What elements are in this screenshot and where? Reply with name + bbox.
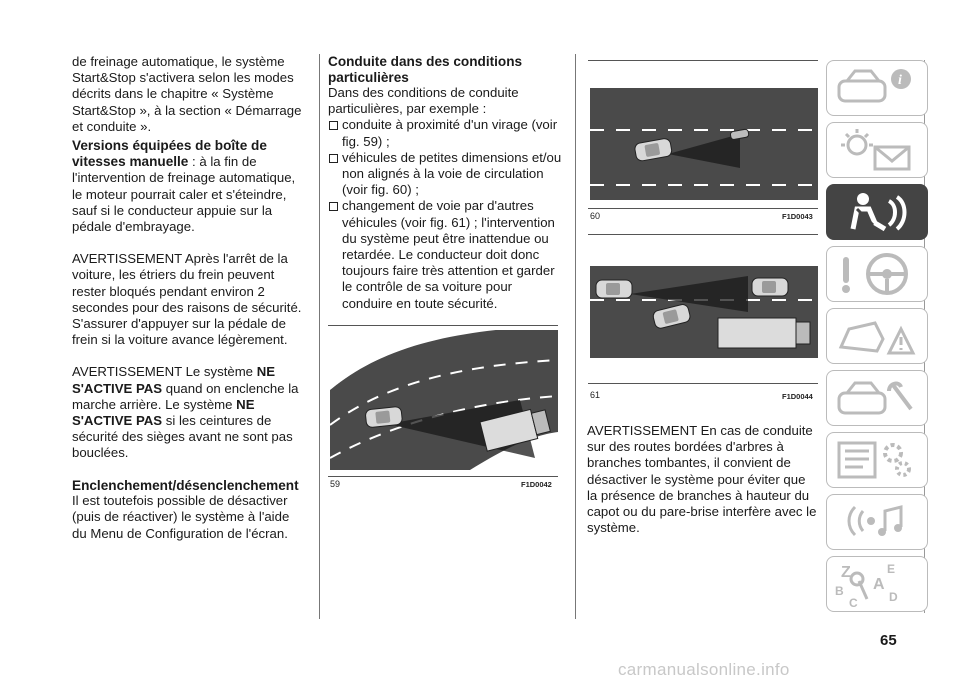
figure-61-code: F1D0044	[782, 392, 813, 401]
figure-59-curve-illustration	[330, 330, 558, 470]
figure-60-small-vehicle-illustration	[590, 88, 818, 200]
bullet-box-icon	[329, 121, 338, 130]
paragraph-conditions-intro: Dans des conditions de conduite particulières, par exemple :	[328, 85, 519, 117]
bullet-box-icon	[329, 202, 338, 211]
heading-enable-disable: Enclenchement/désenclenchement	[72, 477, 299, 493]
watermark: carmanualsonline.info	[618, 660, 790, 679]
text-column-2	[328, 54, 564, 312]
tab-warning-lights[interactable]	[826, 122, 928, 178]
figure-59-top-rule	[328, 325, 558, 326]
figure-61-lane-change-illustration	[590, 266, 818, 358]
tab-starting-driving[interactable]	[826, 246, 928, 302]
truck-icon	[718, 318, 810, 348]
paragraph-config-menu: Il est toutefois possible de désactiver (puis de réactiver) le système à l'aide du Menu de Configuration de l'écran.	[72, 493, 290, 541]
bullet-lane-change-text: changement de voie par d'autres véhicules (voir fig. 61) ; l'intervention du système peut être inattendue ou retardée. Le conducteur doit donc toujours faire très attention et garder le contrôle de sa voiture pour conduire en toute sécurité.	[342, 198, 555, 311]
multimedia-icon	[827, 495, 927, 549]
car-info-icon	[827, 61, 927, 115]
index-letter: Z	[841, 564, 851, 581]
paragraph-manual-gearbox	[72, 138, 304, 235]
figure-60-bottom-rule	[588, 208, 818, 209]
car-icon-own	[596, 280, 632, 298]
figure-59-bottom-rule	[328, 476, 558, 477]
steering-wheel-icon	[827, 247, 927, 301]
bullet-curve	[328, 117, 564, 149]
tab-emergency[interactable]	[826, 308, 928, 364]
car-icon	[365, 406, 403, 428]
bullet-curve-text: conduite à proximité d'un virage (voir fig. 59) ;	[342, 117, 558, 149]
index-letter: C	[849, 596, 858, 610]
warning-text-a: AVERTISSEMENT Le système	[72, 364, 257, 380]
heading-special-conditions: Conduite dans des conditions particulières	[328, 54, 523, 85]
index-letter: A	[873, 576, 885, 593]
warning-text-e: si les ceintures de sécurité des sièges avant ne sont pas bouclées.	[72, 413, 293, 461]
column-divider-1	[319, 54, 320, 619]
figure-61-number: 61	[590, 390, 601, 400]
warning-bold-b: NE S'ACTIVE PAS	[72, 364, 276, 396]
tab-index[interactable]	[826, 556, 928, 612]
tab-technical-data[interactable]	[826, 432, 928, 488]
manual-gearbox-text: : à la fin de l'intervention de freinage automatique, le moteur pourrait caler et s'éteindre, sauf si le conducteur appuie sur la pédale d'embrayage.	[72, 154, 296, 235]
figure-59-number: 59	[330, 479, 341, 489]
index-az-icon	[827, 557, 927, 611]
bullet-small-vehicles	[328, 150, 564, 199]
figure-61-bottom-rule	[588, 383, 818, 384]
bullet-small-vehicles-text: véhicules de petites dimensions et/ou non alignés à la voie de circulation (voir fig. 60) ;	[342, 149, 562, 198]
figure-59-code: F1D0042	[521, 480, 552, 489]
car-icon-ahead	[752, 278, 788, 296]
warning-bold-d: NE S'ACTIVE PAS	[72, 396, 255, 429]
figure-60-number: 60	[590, 211, 601, 221]
index-letter: B	[835, 584, 844, 598]
figure-60-code: F1D0043	[782, 212, 813, 221]
bullet-lane-change	[328, 198, 564, 311]
heading-manual-gearbox: Versions équipées de boîte de vitesses manuelle	[72, 138, 267, 170]
figure-60-top-rule	[588, 60, 818, 61]
settings-icon	[827, 433, 927, 487]
seatbelt-airbag-icon	[827, 185, 927, 239]
breakdown-icon	[827, 309, 927, 363]
tab-maintenance[interactable]	[826, 370, 928, 426]
column-divider-2	[575, 54, 576, 619]
warning-reverse-gear	[72, 364, 304, 461]
paragraph-start-stop: de freinage automatique, le système Start&Stop s'activera selon les modes décrits dans le chapitre « Système Start&Stop », à la section « Démarrage et conduite ».	[72, 54, 302, 134]
figure-61-top-rule	[588, 234, 818, 235]
warning-lights-icon	[827, 123, 927, 177]
car-service-icon	[827, 371, 927, 425]
warning-brake-calipers: AVERTISSEMENT Après l'arrêt de la voiture, les étriers du frein peuvent rester bloqués pendant environ 2 secondes pour des raisons de sécurité. S'assurer d'appuyer sur la pédale de frein si la voiture avance légèrement.	[72, 251, 302, 348]
index-letter: E	[887, 562, 896, 576]
bullet-box-icon	[329, 154, 338, 163]
index-letter: D	[889, 590, 898, 604]
text-column-1	[72, 54, 304, 542]
svg-text:i: i	[898, 73, 902, 88]
warning-text-c: quand on enclenche la marche arrière. Le système	[72, 380, 299, 412]
tab-safety[interactable]	[826, 184, 928, 240]
tab-car-info[interactable]	[826, 60, 928, 116]
page-number: 65	[880, 632, 897, 649]
warning-tree-branches: AVERTISSEMENT En cas de conduite sur des routes bordées d'arbres à branches tombantes, il convient de désactiver le système pour éviter que la présence de branches à hauteur du capot ou du pare-brise interfère avec le système.	[587, 423, 817, 536]
tab-multimedia[interactable]	[826, 494, 928, 550]
